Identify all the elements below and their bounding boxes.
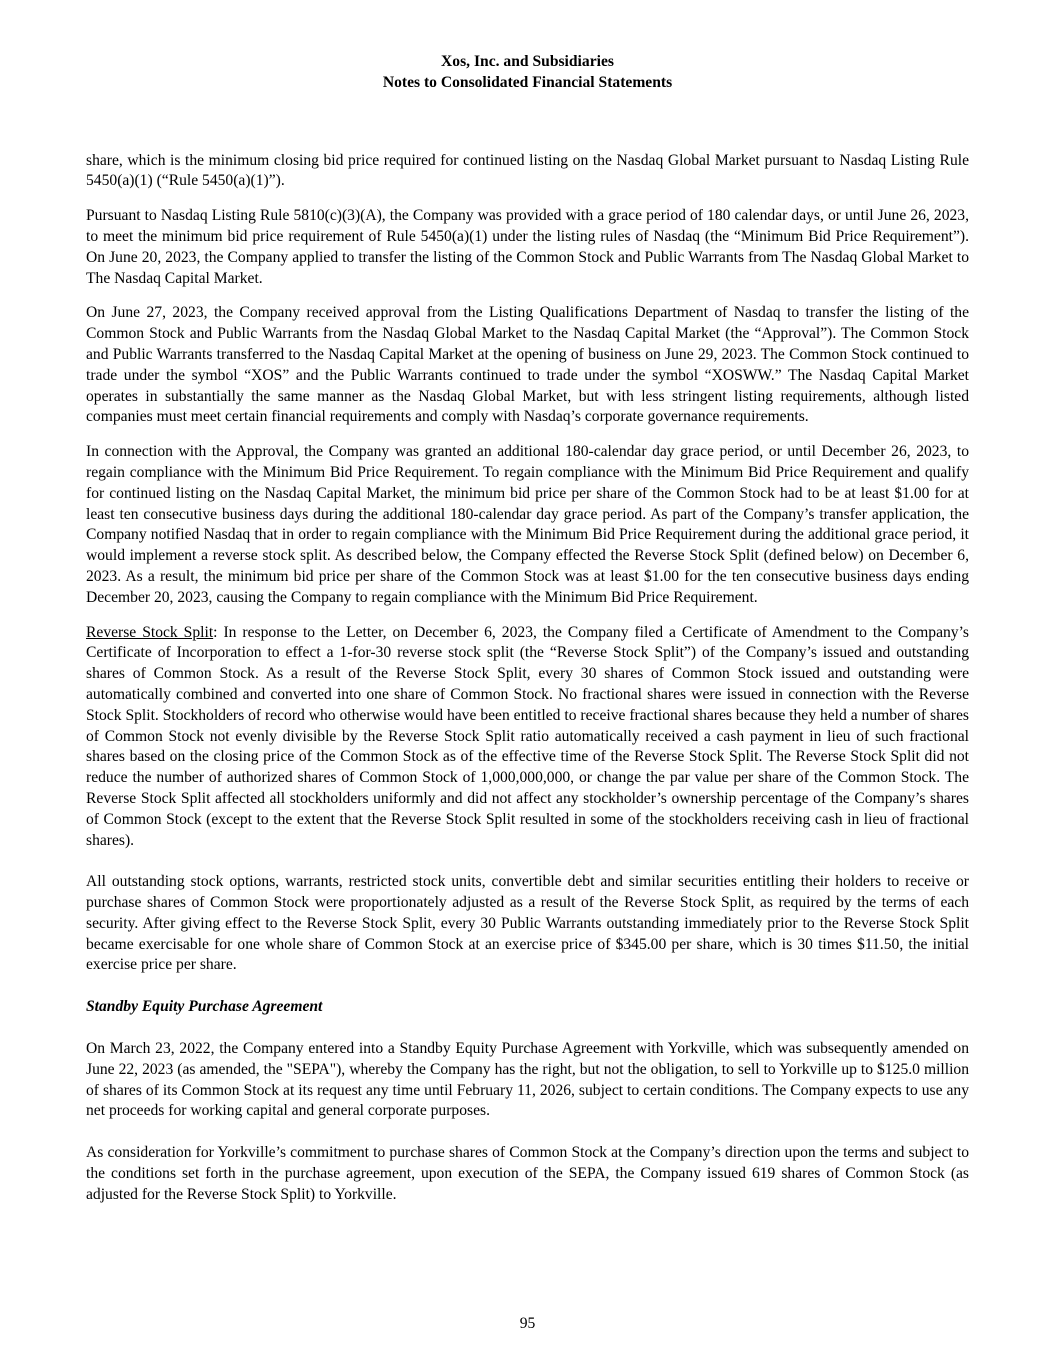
reverse-stock-split-label: Reverse Stock Split <box>86 623 214 641</box>
page-number: 95 <box>519 1315 536 1332</box>
company-name: Xos, Inc. and Subsidiaries <box>441 53 614 70</box>
section-heading-sepa: Standby Equity Purchase Agreement <box>86 998 323 1016</box>
paragraph-additional-grace-period: In connection with the Approval, the Company was granted an additional 180-calendar day grace period, or until December 26, 2023, to regain compliance with the Minimum Bid Price Requirement. To regain compliance with the Minimum Bid Price Requirement and qualify for continued listing on the Nasdaq Capital Market, the minimum bid price per share of the Common Stock had to be at least $1.00 for at least ten consecutive business days during the additional 180-calendar day grace period. As part of the Company’s transfer application, the Company notified Nasdaq that in order to regain compliance with the Minimum Bid Price Requirement during the additional grace period, it would implement a reverse stock split. As described below, the Company effected the Reverse Stock Split (defined below) on December 6, 2023. As a result, the minimum bid price per share of the Common Stock was at least $1.00 for the ten consecutive business days ending December 20, 2023, causing the Company to regain compliance with the Minimum Bid Price Requirement. <box>86 443 969 606</box>
paragraph-grace-period: Pursuant to Nasdaq Listing Rule 5810(c)(3)(A), the Company was provided with a grace period of 180 calendar days, or until June 26, 2023, to meet the minimum bid price requirement of Rule 5450(a)(1) under the listing rules of Nasdaq (the “Minimum Bid Price Requirement”). On June 20, 2023, the Company applied to transfer the listing of the Common Stock and Public Warrants from The Nasdaq Global Market to The Nasdaq Capital Market. <box>86 207 969 287</box>
document-subtitle: Notes to Consolidated Financial Statements <box>382 73 673 91</box>
reverse-stock-split-text: : In response to the Letter, on December 6, 2023, the Company filed a Certificate of Amendment to the Company’s Certificate of Incorporation to effect a 1-for-30 reverse stock split (the “Reverse Stock Split”) of the Company’s issued and outstanding shares of Common Stock. As a result of the Reverse Stock Split, every 30 shares of Common Stock issued and outstanding were automatically combined and converted into one share of Common Stock. No fractional shares were issued in connection with the Reverse Stock Split. Stockholders of record who otherwise would have been entitled to receive fractional shares because they held a number of shares of Common Stock not evenly divisible by the Reverse Stock Split ratio automatically received a cash payment in lieu of such fractional shares based on the closing price of the Common Stock as of the effective time of the Reverse Stock Split. The Reverse Stock Split did not reduce the number of authorized shares of Common Stock of 1,000,000,000, or change the par value per share of the Common Stock. The Reverse Stock Split affected all stockholders uniformly and did not affect any stockholder’s ownership percentage of the Company’s shares of Common Stock (except to the extent that the Reverse Stock Split resulted in some of the stockholders receiving cash in lieu of fractional shares). <box>86 623 969 849</box>
paragraph-minimum-bid: share, which is the minimum closing bid price required for continued listing on the Nasdaq Global Market pursuant to Nasdaq Listing Rule 5450(a)(1) (“Rule 5450(a)(1)”). <box>86 151 969 190</box>
paragraph-approval: On June 27, 2023, the Company received approval from the Listing Qualifications Department of Nasdaq to transfer the listing of the Common Stock and Public Warrants from the Nasdaq Global Market to the Nasdaq Capital Market (the “Approval”). The Common Stock and Public Warrants transferred to the Nasdaq Capital Market at the opening of business on June 29, 2023. The Common Stock continued to trade under the symbol “XOS” and the Public Warrants continued to trade under the symbol “XOSWW.” The Nasdaq Capital Market operates in substantially the same manner as the Nasdaq Global Market, but with less stringent listing requirements, although listed companies must meet certain financial requirements and comply with Nasdaq’s corporate governance requirements. <box>86 304 969 426</box>
paragraph-commitment-shares: As consideration for Yorkville’s commitment to purchase shares of Common Stock at the Company’s direction upon the terms and subject to the conditions set forth in the purchase agreement, upon execution of the SEPA, the Company issued 619 shares of Common Stock (as adjusted for the Reverse Stock Split) to Yorkville. <box>86 1144 969 1203</box>
paragraph-reverse-stock-split <box>86 623 969 852</box>
document-body <box>86 151 969 1206</box>
paragraph-sepa: On March 23, 2022, the Company entered into a Standby Equity Purchase Agreement with Yorkville, which was subsequently amended on June 22, 2023 (as amended, the "SEPA"), whereby the Company has the right, but not the obligation, to sell to Yorkville up to $125.0 million of shares of its Common Stock at its request any time until February 11, 2026, subject to certain conditions. The Company expects to use any net proceeds for working capital and general corporate purposes. <box>86 1040 969 1120</box>
paragraph-securities-adjustment: All outstanding stock options, warrants, restricted stock units, convertible debt and similar securities entitling their holders to receive or purchase shares of Common Stock were proportionately adjusted as a result of the Reverse Stock Split, as required by the terms of each security. After giving effect to the Reverse Stock Split, every 30 Public Warrants outstanding immediately prior to the Reverse Stock Split became exercisable for one whole share of Common Stock at an exercise price of $345.00 per share, which is 30 times $11.50, the initial exercise price per share. <box>86 873 969 974</box>
page-header <box>86 52 969 94</box>
